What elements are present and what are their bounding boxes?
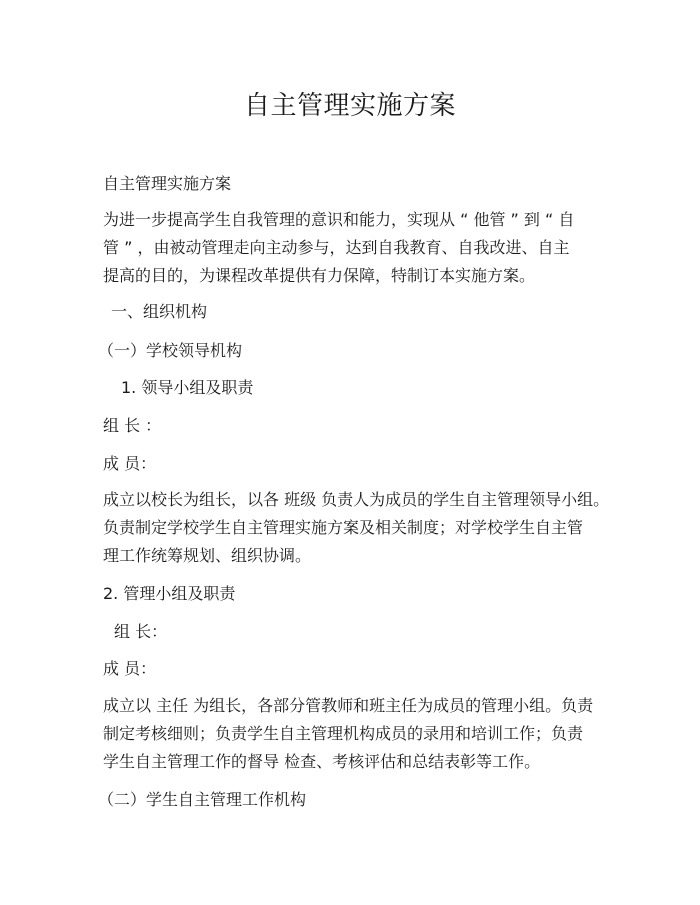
management-group-description xyxy=(103,692,613,776)
intro-line: 管 ” ，由被动管理走向主动参与，达到自我教育、自我改进、自主 xyxy=(103,238,570,257)
leader-label: 组 长： xyxy=(114,622,168,641)
document-subtitle: 自主管理实施方案 xyxy=(103,174,232,193)
leader-label: 组 长 ： xyxy=(103,416,162,435)
intro-line: 提高的目的，为课程改革提供有力保障，特制订本实施方案。 xyxy=(103,266,536,285)
leadership-group-description xyxy=(103,486,613,570)
intro-line: 为进一步提高学生自我管理的意识和能力，实现从 “ 他管 ” 到 “ 自 xyxy=(103,210,575,229)
item-heading-management-group: 2. 管理小组及职责 xyxy=(103,584,236,603)
description-line: 成立以 主任 为组长，各部分管教师和班主任为成员的管理小组。负责 xyxy=(103,696,594,715)
intro-paragraph xyxy=(103,206,613,290)
section-heading-organization: 一、组织机构 xyxy=(111,302,208,321)
subsection-heading-school-leadership: （一）学校领导机构 xyxy=(98,341,243,360)
description-line: 学生自主管理工作的督导 检查、考核评估和总结表彰等工作。 xyxy=(103,752,541,771)
description-line: 制定考核细则；负责学生自主管理机构成员的录用和培训工作；负责 xyxy=(103,724,584,743)
item-heading-leadership-group: 1. 领导小组及职责 xyxy=(121,378,254,397)
members-label: 成 员： xyxy=(103,454,157,473)
members-label: 成 员： xyxy=(103,659,157,678)
description-line: 理工作统筹规划、组织协调。 xyxy=(103,546,312,565)
document-title: 自主管理实施方案 xyxy=(243,91,456,121)
subsection-heading-student-organization: （二）学生自主管理工作机构 xyxy=(98,790,307,809)
description-line: 负责制定学校学生自主管理实施方案及相关制度；对学校学生自主管 xyxy=(103,518,584,537)
description-line: 成立以校长为组长，以各 班级 负责人为成员的学生自主管理领导小组。 xyxy=(103,490,610,509)
